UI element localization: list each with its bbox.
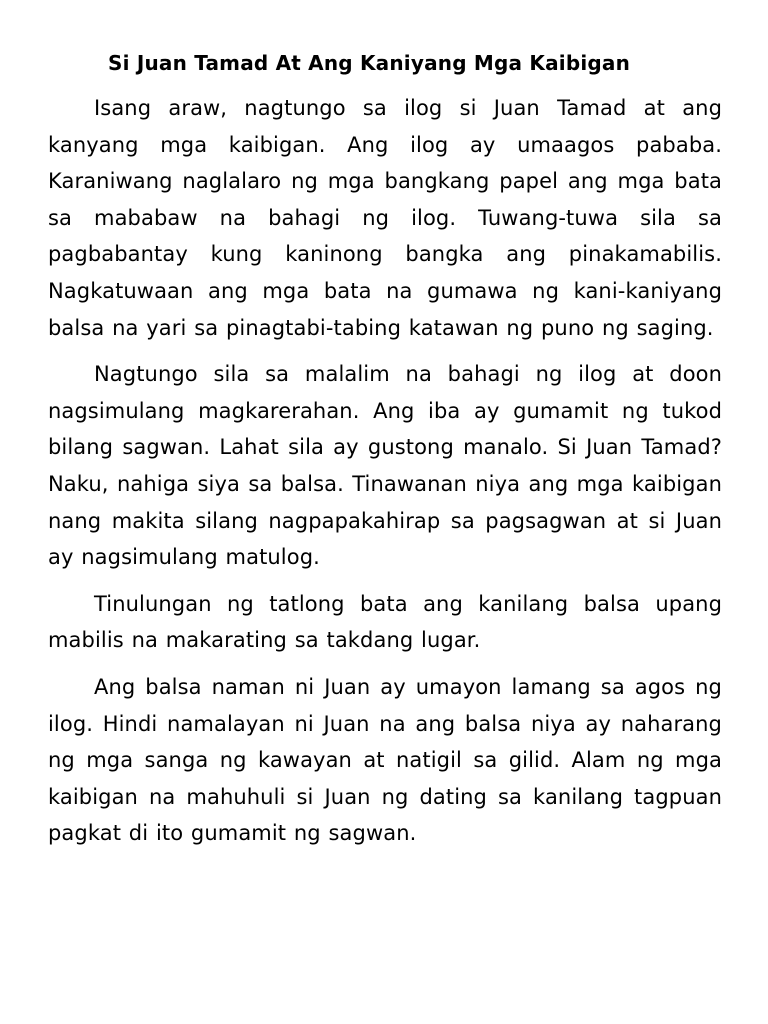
paragraph-4: Ang balsa naman ni Juan ay umayon lamang sa agos ng ilog. Hindi namalayan ni Juan na ang balsa niya ay naharang ng mga sanga ng kawayan at natigil sa gilid. Alam ng mga kaibigan na mahuhuli si Juan ng dating sa kanilang tagpuan pagkat di ito gumamit ng sagwan.: [48, 674, 722, 846]
paragraph-3: Tinulungan ng tatlong bata ang kanilang balsa upang mabilis na makarating sa takdang lugar.: [48, 591, 722, 653]
story-title: Si Juan Tamad At Ang Kaniyang Mga Kaibigan: [108, 51, 631, 75]
story-body: [48, 90, 722, 862]
paragraph-1: Isang araw, nagtungo sa ilog si Juan Tamad at ang kanyang mga kaibigan. Ang ilog ay umaagos pababa. Karaniwang naglalaro ng mga bangkang papel ang mga bata sa mababaw na bahagi ng ilog. Tuwang-tuwa sila sa pagbabantay kung kaninong bangka ang pinakamabilis. Nagkatuwaan ang mga bata na gumawa ng kani-kaniyang balsa na yari sa pinagtabi-tabing katawan ng puno ng saging.: [48, 96, 722, 340]
paragraph-2: Nagtungo sila sa malalim na bahagi ng ilog at doon nagsimulang magkarerahan. Ang iba ay gumamit ng tukod bilang sagwan. Lahat sila ay gustong manalo. Si Juan Tamad? Naku, nahiga siya sa balsa. Tinawanan niya ang mga kaibigan nang makita silang nagpapakahirap sa pagsagwan at si Juan ay nagsimulang matulog.: [48, 362, 722, 570]
